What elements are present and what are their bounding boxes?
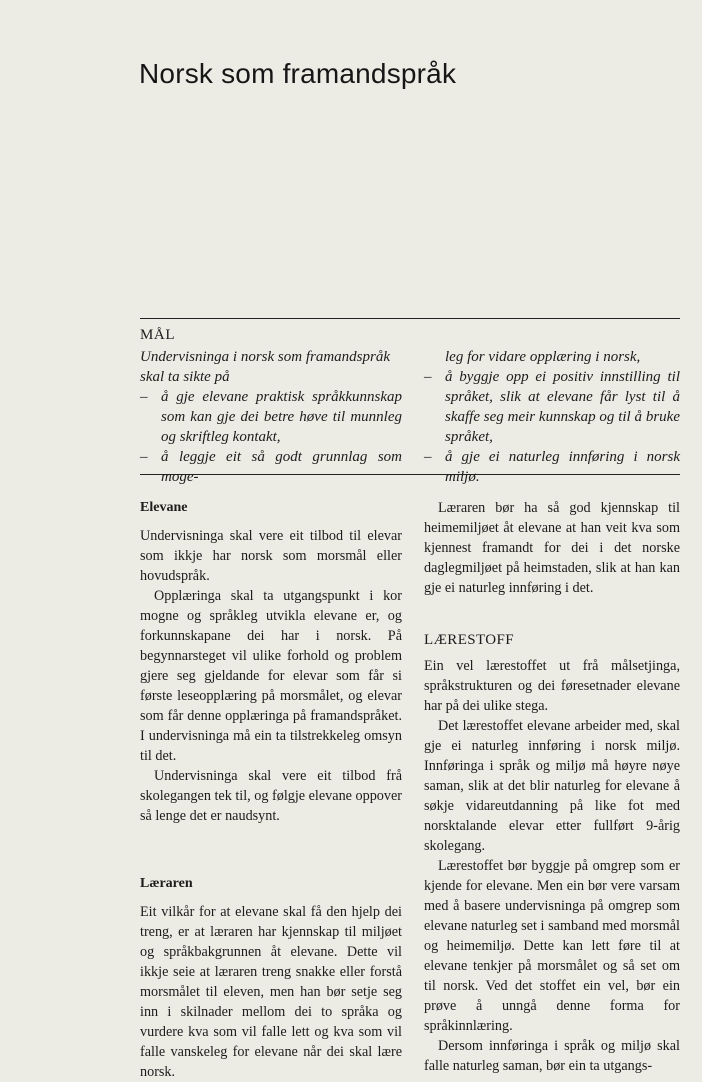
paragraph: Undervisninga skal vere eit tilbod til elevar som ikkje har norsk som morsmål eller hovudspråk.: [140, 528, 402, 584]
goal-text: å byggje opp ei positiv innstilling til språket, slik at elevane får lyst til å skaffe seg meir kunnskap og til å bruke språket,: [445, 369, 680, 445]
goal-text: å gje elevane praktisk språkkunnskap som kan gje dei betre høve til munnleg og skriftleg kontakt,: [161, 389, 402, 445]
goal-continuation: leg for vidare opplæring i norsk,: [445, 349, 641, 365]
dash: –: [424, 449, 432, 465]
bottom-rule: [140, 474, 680, 475]
dash: –: [140, 449, 148, 465]
goal-item: [140, 447, 402, 487]
goals-heading: MÅL: [140, 327, 176, 343]
section-heading-laeraren: Læraren: [140, 876, 193, 891]
paragraph: Det lærestoffet elevane arbeider med, skal gje ei naturleg innføring i norsk miljø. Innføringa i språk og miljø må høyre nøye saman, slik at det blir naturleg for elevane å søkje vidareutdanning på like fot med norsktalande elevar etter fullført 9-årig skolegang.: [424, 718, 680, 854]
paragraph: Eit vilkår for at elevane skal få den hjelp dei treng, er at læraren har kjennskap til miljøet og språkbakgrunnen åt elevane. Dette vil ikkje seie at læraren treng snakke eller forstå morsmålet til eleven, men han bør setje seg inn i skilnader mellom dei to språka og vurdere kva som vil falle lett og kva som vil falle vanskeleg for elevane når dei skal lære norsk.: [140, 904, 402, 1080]
goals-left-column: [140, 347, 402, 487]
page-title: Norsk som framandspråk: [139, 58, 457, 89]
goals-intro: Undervisninga i norsk som framandspråk skal ta sikte på: [140, 349, 390, 385]
goal-item: [424, 367, 680, 447]
paragraph: Lærestoffet bør byggje på omgrep som er kjende for elevane. Men ein bør vere varsam med å basere undervisninga på omgrep som elevane naturleg set i samband med morsmål og heimemiljø. Dette kan lett føre til at elevane tenkjer på morsmålet og så set om til norsk. Ved det stoffet ein vel, bør ein prøve å unngå denne forma for språkinnlæring.: [424, 858, 680, 1034]
body-right-column: [424, 498, 680, 1076]
top-rule: [140, 318, 680, 319]
paragraph: Opplæringa skal ta utgangspunkt i kor mogne og språkleg utvikla elevane er, og forkunnskapane dei har i norsk. På begynnarsteget vil ulike forhold og problem gjere seg gjeldande for elevar som får si første leseopplæring på morsmålet, og elevar som får denne opplæringa på framandspråket. I undervisninga må ein ta tilstrekkeleg omsyn til det.: [140, 588, 402, 764]
paragraph: Ein vel lærestoffet ut frå målsetjinga, språkstrukturen og dei føresetnader elevane har på dei ulike stega.: [424, 658, 680, 714]
body-left-column: [140, 498, 402, 1082]
goal-text: å leggje eit så godt grunnlag som moge-: [161, 449, 402, 485]
goals-right-column: [424, 347, 680, 487]
paragraph: Undervisninga skal vere eit tilbod frå skolegangen tek til, og følgje elevane oppover så lenge det er naudsynt.: [140, 768, 402, 824]
goal-text: å gje ei naturleg innføring i norsk miljø.: [445, 449, 680, 485]
section-heading-laerestoff: LÆRESTOFF: [424, 632, 515, 648]
section-heading-elevane: Elevane: [140, 500, 188, 515]
paragraph: Dersom innføringa i språk og miljø skal falle naturleg saman, bør ein ta utgangs-: [424, 1038, 680, 1074]
dash: –: [140, 389, 148, 405]
paragraph: Læraren bør ha så god kjennskap til heimemiljøet åt elevane at han veit kva som kjennest framandt for dei i det norske daglegmiljøet på heimstaden, slik at han kan gje ei naturleg innføring i det.: [424, 500, 680, 596]
goal-item: [424, 447, 680, 487]
goal-item: [140, 387, 402, 447]
dash: –: [424, 369, 432, 385]
